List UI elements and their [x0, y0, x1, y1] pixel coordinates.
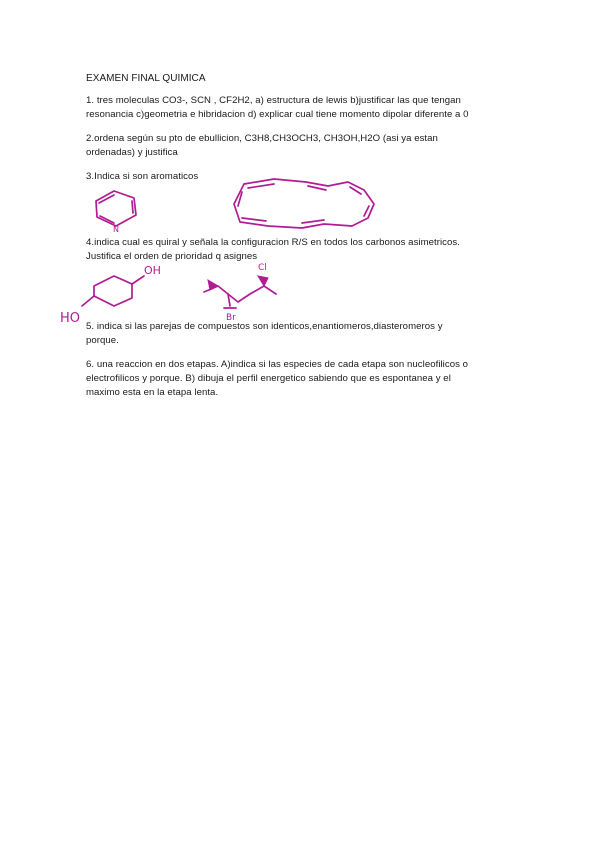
- cl-label: Cl: [258, 263, 267, 273]
- question-1-line-1: 1. tres moleculas CO3-, SCN , CF2H2, a) estructura de lewis b)justificar las que tengan: [86, 95, 461, 106]
- oh-left-label: HO: [60, 311, 81, 326]
- cyclohexane-diol-drawing: [58, 262, 168, 328]
- question-3-line-1: 3.Indica si son aromaticos: [86, 171, 199, 182]
- pyridine-n-label: N: [113, 225, 119, 234]
- question-6-line-1: 6. una reaccion en dos etapas. A)indica si las especies de cada etapa son nucleofilicos o: [86, 359, 469, 370]
- annulene-drawing: [228, 172, 380, 232]
- halogenated-chain-drawing: [196, 260, 286, 326]
- oh-top-label: OH: [144, 264, 161, 277]
- question-6-line-2: electrofilicos y porque. B) dibuja el perfil energetico sabiendo que es espontanea y el: [86, 373, 451, 384]
- pyridine-drawing: [88, 186, 148, 234]
- question-2-line-1: 2.ordena según su pto de ebullicion, C3H8,CH3OCH3, CH3OH,H2O (asi ya estan: [86, 133, 438, 144]
- br-label: Br: [226, 313, 236, 323]
- question-6-line-3: maximo esta en la etapa lenta.: [86, 387, 219, 398]
- question-5-line-2: porque.: [86, 335, 119, 346]
- question-1-line-2: resonancia c)geometria e hibridacion d) explicar cual tiene momento dipolar diferente a 0: [86, 109, 469, 120]
- exam-title: EXAMEN FINAL QUIMICA: [86, 73, 206, 84]
- question-4-line-2: Justifica el orden de prioridad q asignes: [86, 251, 258, 262]
- question-2-line-2: ordenadas) y justifica: [86, 147, 178, 158]
- question-5-line-1: 5. indica si las parejas de compuestos son identicos,enantiomeros,diasteromeros y: [86, 321, 443, 332]
- question-4-line-1: 4.indica cual es quiral y señala la configuracion R/S en todos los carbonos asimetricos.: [86, 237, 460, 248]
